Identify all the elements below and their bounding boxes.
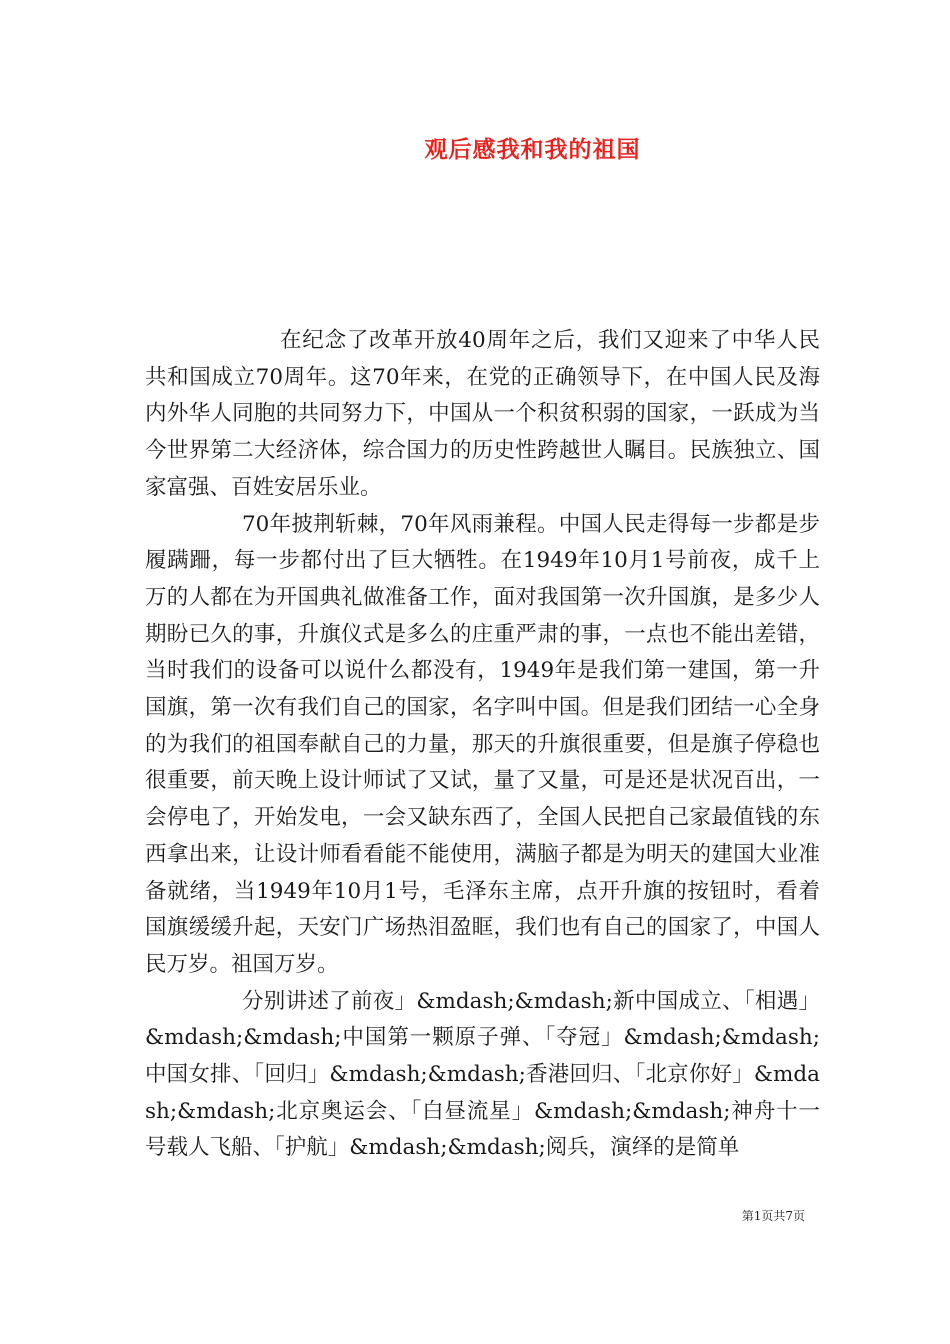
page-number-footer: 第1页共7页 (741, 1209, 805, 1223)
document-body (145, 323, 820, 1167)
paragraph: 在纪念了改革开放40周年之后，我们又迎来了中华人民共和国成立70周年。这70年来，在党的正确领导下，在中国人民及海内外华人同胞的共同努力下，中国从一个积贫积弱的国家，一跃成为当今世界第二大经济体，综合国力的历史性跨越世人瞩目。民族独立、国家富强、百姓安居乐业。 (145, 328, 820, 500)
document-title: 观后感我和我的祖国 (424, 136, 641, 163)
paragraph: 分别讲述了前夜」&mdash;&mdash;新中国成立、「相遇」&mdash;&mdash;中国第一颗原子弹、「夺冠」&mdash;&mdash;中国女排、「回归」&mdash;&mdash;香港回归、「北京你好」&mdash;&mdash;北京奥运会、「白昼流星」&mdash;&mdash;神舟十一号载人飞船、「护航」&mdash;&mdash;阅兵，演绎的是简单 (145, 988, 820, 1161)
paragraph: 70年披荆斩棘，70年风雨兼程。中国人民走得每一步都是步履蹒跚，每一步都付出了巨大牺牲。在1949年10月1号前夜，成千上万的人都在为开国典礼做准备工作，面对我国第一次升国旗，是多少人期盼已久的事，升旗仪式是多么的庄重严肃的事，一点也不能出差错，当时我们的设备可以说什么都没有，1949年是我们第一建国，第一升国旗，第一次有我们自己的国家，名字叫中国。但是我们团结一心全身的为我们的祖国奉献自己的力量，那天的升旗很重要，但是旗子停稳也很重要，前天晚上设计师试了又试，量了又量，可是还是状况百出，一会停电了，开始发电，一会又缺东西了，全国人民把自己家最值钱的东西拿出来，让设计师看看能不能使用，满脑子都是为明天的建国大业准备就绪，当1949年10月1号，毛泽东主席，点开升旗的按钮时，看着国旗缓缓升起，天安门广场热泪盈眶，我们也有自己的国家了，中国人民万岁。祖国万岁。 (145, 511, 820, 977)
